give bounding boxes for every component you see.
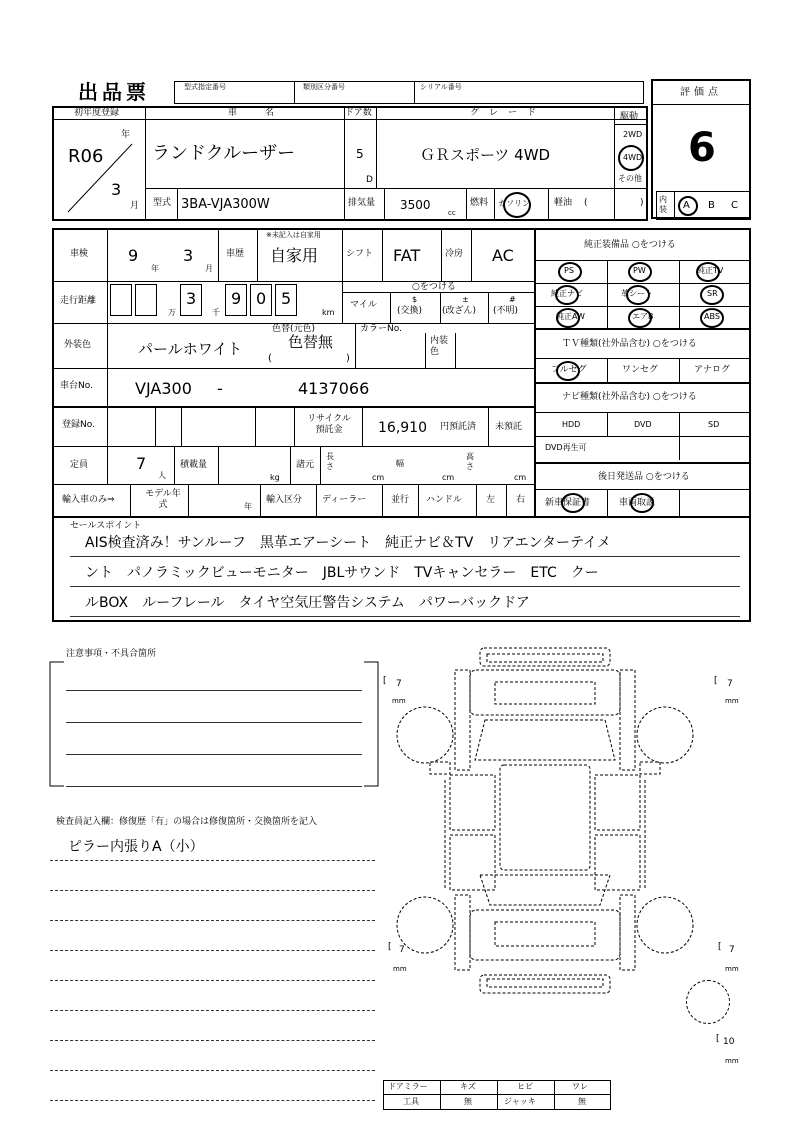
- first-reg-year-unit: 年: [121, 130, 131, 140]
- repaint-label: 色替(元色): [272, 324, 316, 334]
- ac-value: AC: [492, 246, 514, 265]
- width-cm: cm: [442, 473, 455, 482]
- equip-aw-circle: [556, 308, 580, 328]
- first-reg-slash: [62, 140, 142, 218]
- displacement-unit: cc: [448, 209, 456, 217]
- repaint-paren-open: (: [268, 353, 272, 364]
- ac-label: 冷房: [445, 249, 464, 259]
- mileage-digit-0: 0: [256, 289, 267, 308]
- history-note: ※未記入は自家用: [266, 231, 321, 239]
- tire-rr-unit: mm: [725, 965, 739, 973]
- vehicle-name: ランドクルーザー: [152, 143, 296, 164]
- tire-fr-bracket: [: [714, 676, 718, 686]
- equip-airbag: エアB: [632, 312, 654, 321]
- legend-jack-value: 無: [578, 1097, 586, 1106]
- tv-fullseg: フルセグ: [551, 365, 587, 375]
- tire-fr-unit: mm: [725, 697, 739, 705]
- height-label: 高さ: [466, 452, 474, 471]
- mileage-unit-sen: 千: [212, 308, 220, 317]
- equip-ps: PS: [564, 266, 574, 275]
- fuel-paren-close: ): [640, 198, 644, 208]
- later-warranty-circle: [561, 493, 585, 513]
- history-label: 車歴: [226, 249, 245, 259]
- navi-header: ナビ種類(社外品含む) ○をつける: [562, 392, 697, 402]
- length-label: 長さ: [326, 452, 334, 471]
- handle-right: 右: [516, 495, 526, 505]
- equip-sr-circle: [700, 285, 724, 305]
- mileage-digit-5: 5: [281, 289, 292, 308]
- spare-tire-icon: [686, 980, 730, 1024]
- length-cm: cm: [372, 473, 385, 482]
- import-dealer: ディーラー: [322, 495, 367, 505]
- sales-line-1: AIS検査済み！サンルーフ 黒革エアーシート 純正ナビ＆TV リアエンターテイメ: [85, 535, 611, 551]
- equip-leather-circle: [626, 285, 650, 305]
- tire-rl-bracket: [: [388, 942, 392, 952]
- drive-label: 駆動: [620, 112, 639, 122]
- later-header: 後日発送品 ○をつける: [598, 472, 690, 482]
- navi-hdd: HDD: [562, 420, 581, 429]
- mileage-digit-9: 9: [231, 289, 242, 308]
- mileage-exchange-sym: $: [412, 295, 418, 304]
- equip-sr: SR: [707, 289, 718, 298]
- mileage-box-2: [135, 284, 157, 316]
- drive-other: その他: [618, 174, 642, 183]
- rating-value: 6: [688, 125, 716, 171]
- navi-sd: SD: [708, 420, 720, 429]
- chassis-label: 車台No.: [60, 381, 93, 391]
- serial-label: シリアル番号: [420, 83, 462, 91]
- sales-line-2: ント パノラミックビューモニター JBLサウンド TVキャンセラー ETC クー: [85, 565, 599, 581]
- legend-ware: ワレ: [572, 1082, 588, 1091]
- import-class-label: 輸入区分: [266, 495, 303, 505]
- recycle-label: リサイクル預託金: [307, 414, 351, 435]
- mileage-box-1: [110, 284, 132, 316]
- equip-navi: 純正ナビ: [551, 289, 583, 298]
- code-strip: [174, 81, 644, 104]
- tire-spare-value: 10: [723, 1037, 735, 1047]
- equip-abs: ABS: [704, 312, 720, 321]
- tv-fullseg-circle: [556, 361, 580, 381]
- equip-ps-circle: [558, 262, 582, 282]
- interior-b: B: [708, 200, 715, 211]
- tire-spare-bracket: [: [716, 1034, 720, 1044]
- fuel-diesel: 軽油: [554, 198, 573, 208]
- tv-analog: アナログ: [694, 365, 731, 375]
- type-label: 型式: [153, 198, 172, 208]
- legend-tools: 工具: [403, 1097, 419, 1106]
- equipment-header: 純正装備品 ○をつける: [584, 240, 676, 250]
- handle-left: 左: [486, 495, 496, 505]
- rating-label: 評価点: [680, 87, 722, 98]
- notes-label: 注意事項・不具合箇所: [66, 649, 157, 659]
- legend-jack: ジャッキ: [504, 1097, 536, 1106]
- grade-value: ＧＲスポーツ 4WD: [420, 146, 551, 164]
- height-cm: cm: [514, 473, 527, 482]
- equip-airbag-circle: [628, 308, 652, 328]
- name-label: 車名: [228, 108, 303, 118]
- recycle-amount: 16,910: [378, 420, 427, 436]
- displacement-value: 3500: [400, 198, 431, 212]
- fuel-gasoline-circle: [503, 192, 531, 218]
- import-parallel: 並行: [391, 495, 410, 505]
- tire-rl-value: 7: [399, 945, 405, 955]
- capacity-label: 定員: [70, 460, 89, 470]
- model-code-label: 型式指定番号: [184, 83, 226, 91]
- color-no-label: カラーNo.: [360, 324, 402, 334]
- mileage-unknown-sym: #: [509, 295, 516, 304]
- mileage-mile: マイル: [350, 300, 377, 310]
- interior-a: A: [683, 200, 690, 211]
- doors-suffix: D: [366, 175, 373, 185]
- legend-kizu: キズ: [460, 1082, 476, 1091]
- mileage-unit-km: km: [322, 308, 335, 317]
- model-year-unit: 年: [244, 502, 252, 511]
- drive-4wd: 4WD: [623, 153, 643, 162]
- shift-value: FAT: [393, 246, 421, 265]
- fuel-label: 燃料: [470, 198, 489, 208]
- shaken-month: 3: [183, 246, 194, 265]
- sales-line-3: ルBOX ルーフレール タイヤ空気圧警告システム パワーバックドア: [85, 595, 530, 611]
- fuel-gasoline: ガソリン: [498, 199, 530, 208]
- shaken-month-unit: 月: [205, 264, 213, 273]
- equip-aw: 純正AW: [556, 312, 585, 321]
- shaken-year-unit: 年: [151, 264, 159, 273]
- car-diagram: [395, 640, 695, 1035]
- capacity-value: 7: [136, 454, 147, 473]
- registration-label: 登録No.: [62, 420, 95, 430]
- chassis-dash: -: [217, 379, 223, 398]
- notes-bracket: [44, 656, 384, 806]
- equip-pw-circle: [628, 262, 652, 282]
- equip-pw: PW: [633, 266, 646, 275]
- equip-navi-circle: [555, 285, 579, 305]
- mileage-label: 走行距離: [60, 296, 97, 306]
- chassis-number: 4137066: [298, 379, 370, 398]
- first-reg-month: 3: [111, 180, 122, 199]
- width-label: 幅: [396, 459, 404, 468]
- fuel-paren-open: (: [584, 198, 588, 208]
- recycle-paid: 円預託済: [440, 422, 477, 432]
- equip-tv: 純正TV: [697, 266, 724, 275]
- doors-value: 5: [356, 147, 364, 161]
- sales-points-label: セールスポイント: [70, 521, 142, 531]
- tire-fl-unit: mm: [392, 697, 406, 705]
- tire-fr-value: 7: [727, 679, 733, 689]
- form-title: 出品票: [78, 80, 150, 104]
- import-label: 輸入車のみ⇒: [62, 495, 115, 505]
- repaint-value: 色替無: [288, 333, 334, 351]
- inspector-label: 検査員記入欄：修復歴「有」の場合は修復箇所・交換箇所を記入: [56, 817, 318, 827]
- legend-tools-value: 無: [464, 1097, 472, 1106]
- legend-hibi: ヒビ: [517, 1082, 533, 1091]
- later-warranty: 新車保証書: [545, 498, 591, 508]
- mileage-tamper-sym: ±: [462, 295, 469, 304]
- exterior-label: 外装色: [64, 340, 92, 350]
- tire-rl-unit: mm: [393, 965, 407, 973]
- shift-label: シフト: [346, 249, 374, 259]
- type-value: 3BA-VJA300W: [181, 197, 270, 212]
- first-reg-label: 初年度登録: [74, 108, 120, 118]
- load-label: 積載量: [180, 460, 208, 470]
- interior-color-label: 内装色: [430, 336, 449, 357]
- tire-fl-bracket: [: [383, 676, 387, 686]
- equip-leather: 革シート: [621, 289, 653, 298]
- later-manual: 車両取説: [619, 498, 656, 508]
- shaken-year: 9: [128, 246, 139, 265]
- navi-dvd-play: DVD再生可: [545, 443, 587, 452]
- drive-2wd: 2WD: [623, 130, 643, 139]
- drive-4wd-circle: [618, 145, 644, 171]
- mileage-unit-man: 万: [168, 308, 176, 317]
- repaint-paren-close: ): [346, 353, 350, 364]
- load-unit: kg: [270, 473, 280, 482]
- mileage-digit-3: 3: [186, 289, 197, 308]
- navi-dvd: DVD: [634, 420, 652, 429]
- later-manual-circle: [630, 493, 654, 513]
- first-reg-month-unit: 月: [130, 201, 140, 211]
- grade-label: グレード: [470, 108, 547, 118]
- mileage-exchange: (交換): [397, 306, 423, 316]
- interior-a-circle: [678, 196, 698, 216]
- tire-spare-unit: mm: [725, 1057, 739, 1065]
- mileage-circle-note: ○をつける: [412, 282, 456, 292]
- first-reg-era: R06: [68, 146, 104, 167]
- equip-tv-circle: [696, 262, 720, 282]
- equip-abs-circle: [700, 308, 724, 328]
- capacity-unit: 人: [158, 471, 166, 480]
- class-code-label: 類別区分番号: [303, 83, 345, 91]
- model-year-label: モデル年式: [145, 489, 181, 510]
- tv-header: ＴＶ種類(社外品含む) ○をつける: [562, 339, 697, 349]
- mileage-tamper: (改ざん): [442, 306, 477, 316]
- shaken-label: 車検: [70, 249, 89, 259]
- exterior-value: パールホワイト: [138, 340, 243, 358]
- mileage-unknown: (不明): [493, 306, 519, 316]
- dims-label: 諸元: [296, 460, 315, 470]
- chassis-prefix: VJA300: [135, 379, 192, 398]
- doors-label: ドア数: [345, 108, 372, 118]
- tire-rr-bracket: [: [718, 942, 722, 952]
- tv-oneseg: ワンセグ: [622, 365, 659, 375]
- history-value: 自家用: [270, 246, 319, 265]
- inspector-note: ピラー内張りA（小）: [68, 839, 204, 855]
- recycle-unpaid: 未預託: [495, 422, 523, 432]
- legend-mirror: ドアミラー: [388, 1082, 428, 1091]
- tire-rr-value: 7: [729, 945, 735, 955]
- interior-c: C: [731, 200, 738, 211]
- displacement-label: 排気量: [348, 198, 376, 208]
- handle-label: ハンドル: [426, 495, 463, 505]
- interior-label: 内装: [659, 195, 667, 214]
- tire-fl-value: 7: [396, 679, 402, 689]
